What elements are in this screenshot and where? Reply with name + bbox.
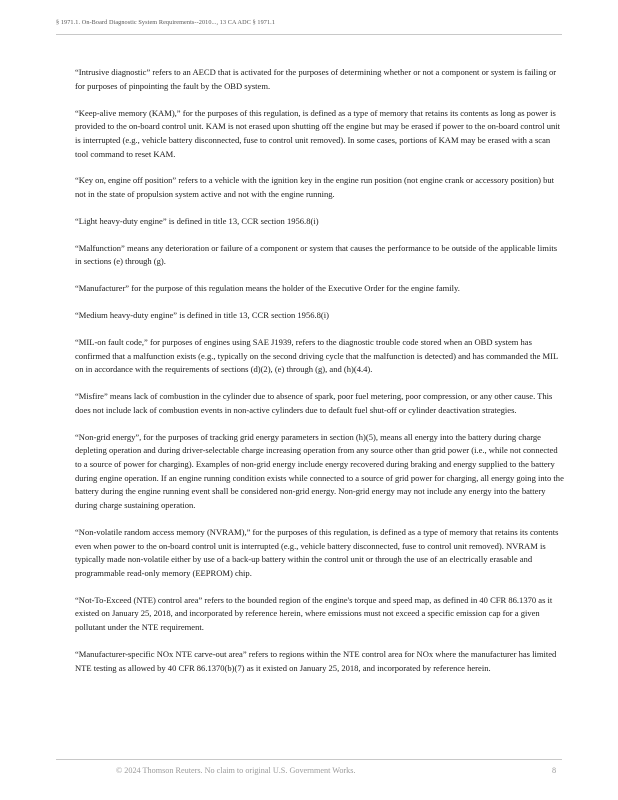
- definition-medium-heavy-duty-engine: “Medium heavy-duty engine” is defined in title 13, CCR section 1956.8(i): [75, 310, 329, 320]
- definition-malfunction: “Malfunction” means any deterioration or failure of a component or system that causes the performance to be outside of the applicable limits in sections (e) through (g).: [75, 242, 558, 267]
- footer-divider: [56, 759, 562, 760]
- header-divider: [56, 34, 562, 35]
- copyright-notice: © 2024 Thomson Reuters. No claim to original U.S. Government Works.: [116, 766, 356, 775]
- document-body: [75, 66, 564, 688]
- definition-nvram: “Non-volatile random access memory (NVRAM),” for the purposes of this regulation, is defined as a type of memory that retains its contents even when power to the on-board control unit is interrupted (e.g., vehicle battery disconnected, fuse to control unit removed). NVRAM is typically made non-volatile either by use of a back-up battery within the control unit or through the use of an electrically erasable and programmable read-only memory (EEPROM) chip.: [75, 526, 559, 578]
- definition-manufacturer: “Manufacturer” for the purpose of this regulation means the holder of the Executive Order for the engine family.: [75, 283, 460, 294]
- definition-nte-control-area: “Not-To-Exceed (NTE) control area” refers to the bounded region of the engine's torque and speed map, as defined in 40 CFR 86.1370 as it existed on January 25, 2018, and incorporated by reference herein, where emissions must not exceed a specific emission cap for a given pollutant under the NTE requirement.: [75, 594, 553, 633]
- definition-light-heavy-duty-engine: “Light heavy-duty engine” is defined in title 13, CCR section 1956.8(i): [75, 215, 319, 226]
- definition-nox-nte-carve-out-area: “Manufacturer-specific NOx NTE carve-out area” refers to regions within the NTE control area for NOx where the manufacturer has limited NTE testing as allowed by 40 CFR 86.1370(b)(7) as it existed on January 25, 2018, and incorporated by reference herein.: [75, 648, 557, 673]
- definition-non-grid-energy: “Non-grid energy”, for the purposes of tracking grid energy parameters in section (h)(5), means all energy into the battery during charge depleting operation and during driver-selectable charge increasing operation from any source other than grid power (i.e., while not connected to a source of power for charging). Examples of non-grid energy include energy recovered during braking and energy supplied to the battery during engine operation. If an engine running condition exists while connected to a source of grid power for charging, all energy going into the battery during the engine running event shall be considered non-grid energy. Non-grid energy may not include any energy into the battery during charge sustaining operation.: [75, 431, 564, 511]
- running-header: § 1971.1. On-Board Diagnostic System Requirements--2010..., 13 CA ADC § 1971.1: [56, 19, 276, 26]
- definition-key-on-engine-off: “Key on, engine off position” refers to a vehicle with the ignition key in the engine run position (not engine crank or accessory position) but not in the state of propulsion system active and not with the engine running.: [75, 175, 555, 200]
- definition-intrusive-diagnostic: “Intrusive diagnostic” refers to an AECD that is activated for the purposes of determining whether or not a component or system is failing or for purposes of pinpointing the fault by the OBD system.: [75, 67, 557, 91]
- page-number: 8: [552, 766, 557, 775]
- definition-misfire: “Misfire” means lack of combustion in the cylinder due to absence of spark, poor fuel metering, poor compression, or any other cause. This does not include lack of combustion events in non-active cylinders due to default fuel shut-off or cylinder deactivation strategies.: [75, 391, 553, 415]
- definition-keep-alive-memory: “Keep-alive memory (KAM),” for the purposes of this regulation, is defined as a type of memory that retains its contents as long as power is provided to the on-board control unit. KAM is not erased upon shutting off the engine but may be erased if power to the on-board control unit is interrupted (e.g., vehicle battery disconnected, fuse to control unit removed). In some cases, portions of KAM may be erased with a scan tool command to reset KAM.: [75, 107, 561, 159]
- definition-mil-on-fault-code: “MIL-on fault code,” for purposes of engines using SAE J1939, refers to the diagnostic trouble code stored when an OBD system has confirmed that a malfunction exists (e.g., typically on the second driving cycle that the malfunction is detected) and has commanded the MIL on in accordance with the requirements of sections (d)(2), (e) through (g), and (h)(4.4).: [75, 336, 558, 375]
